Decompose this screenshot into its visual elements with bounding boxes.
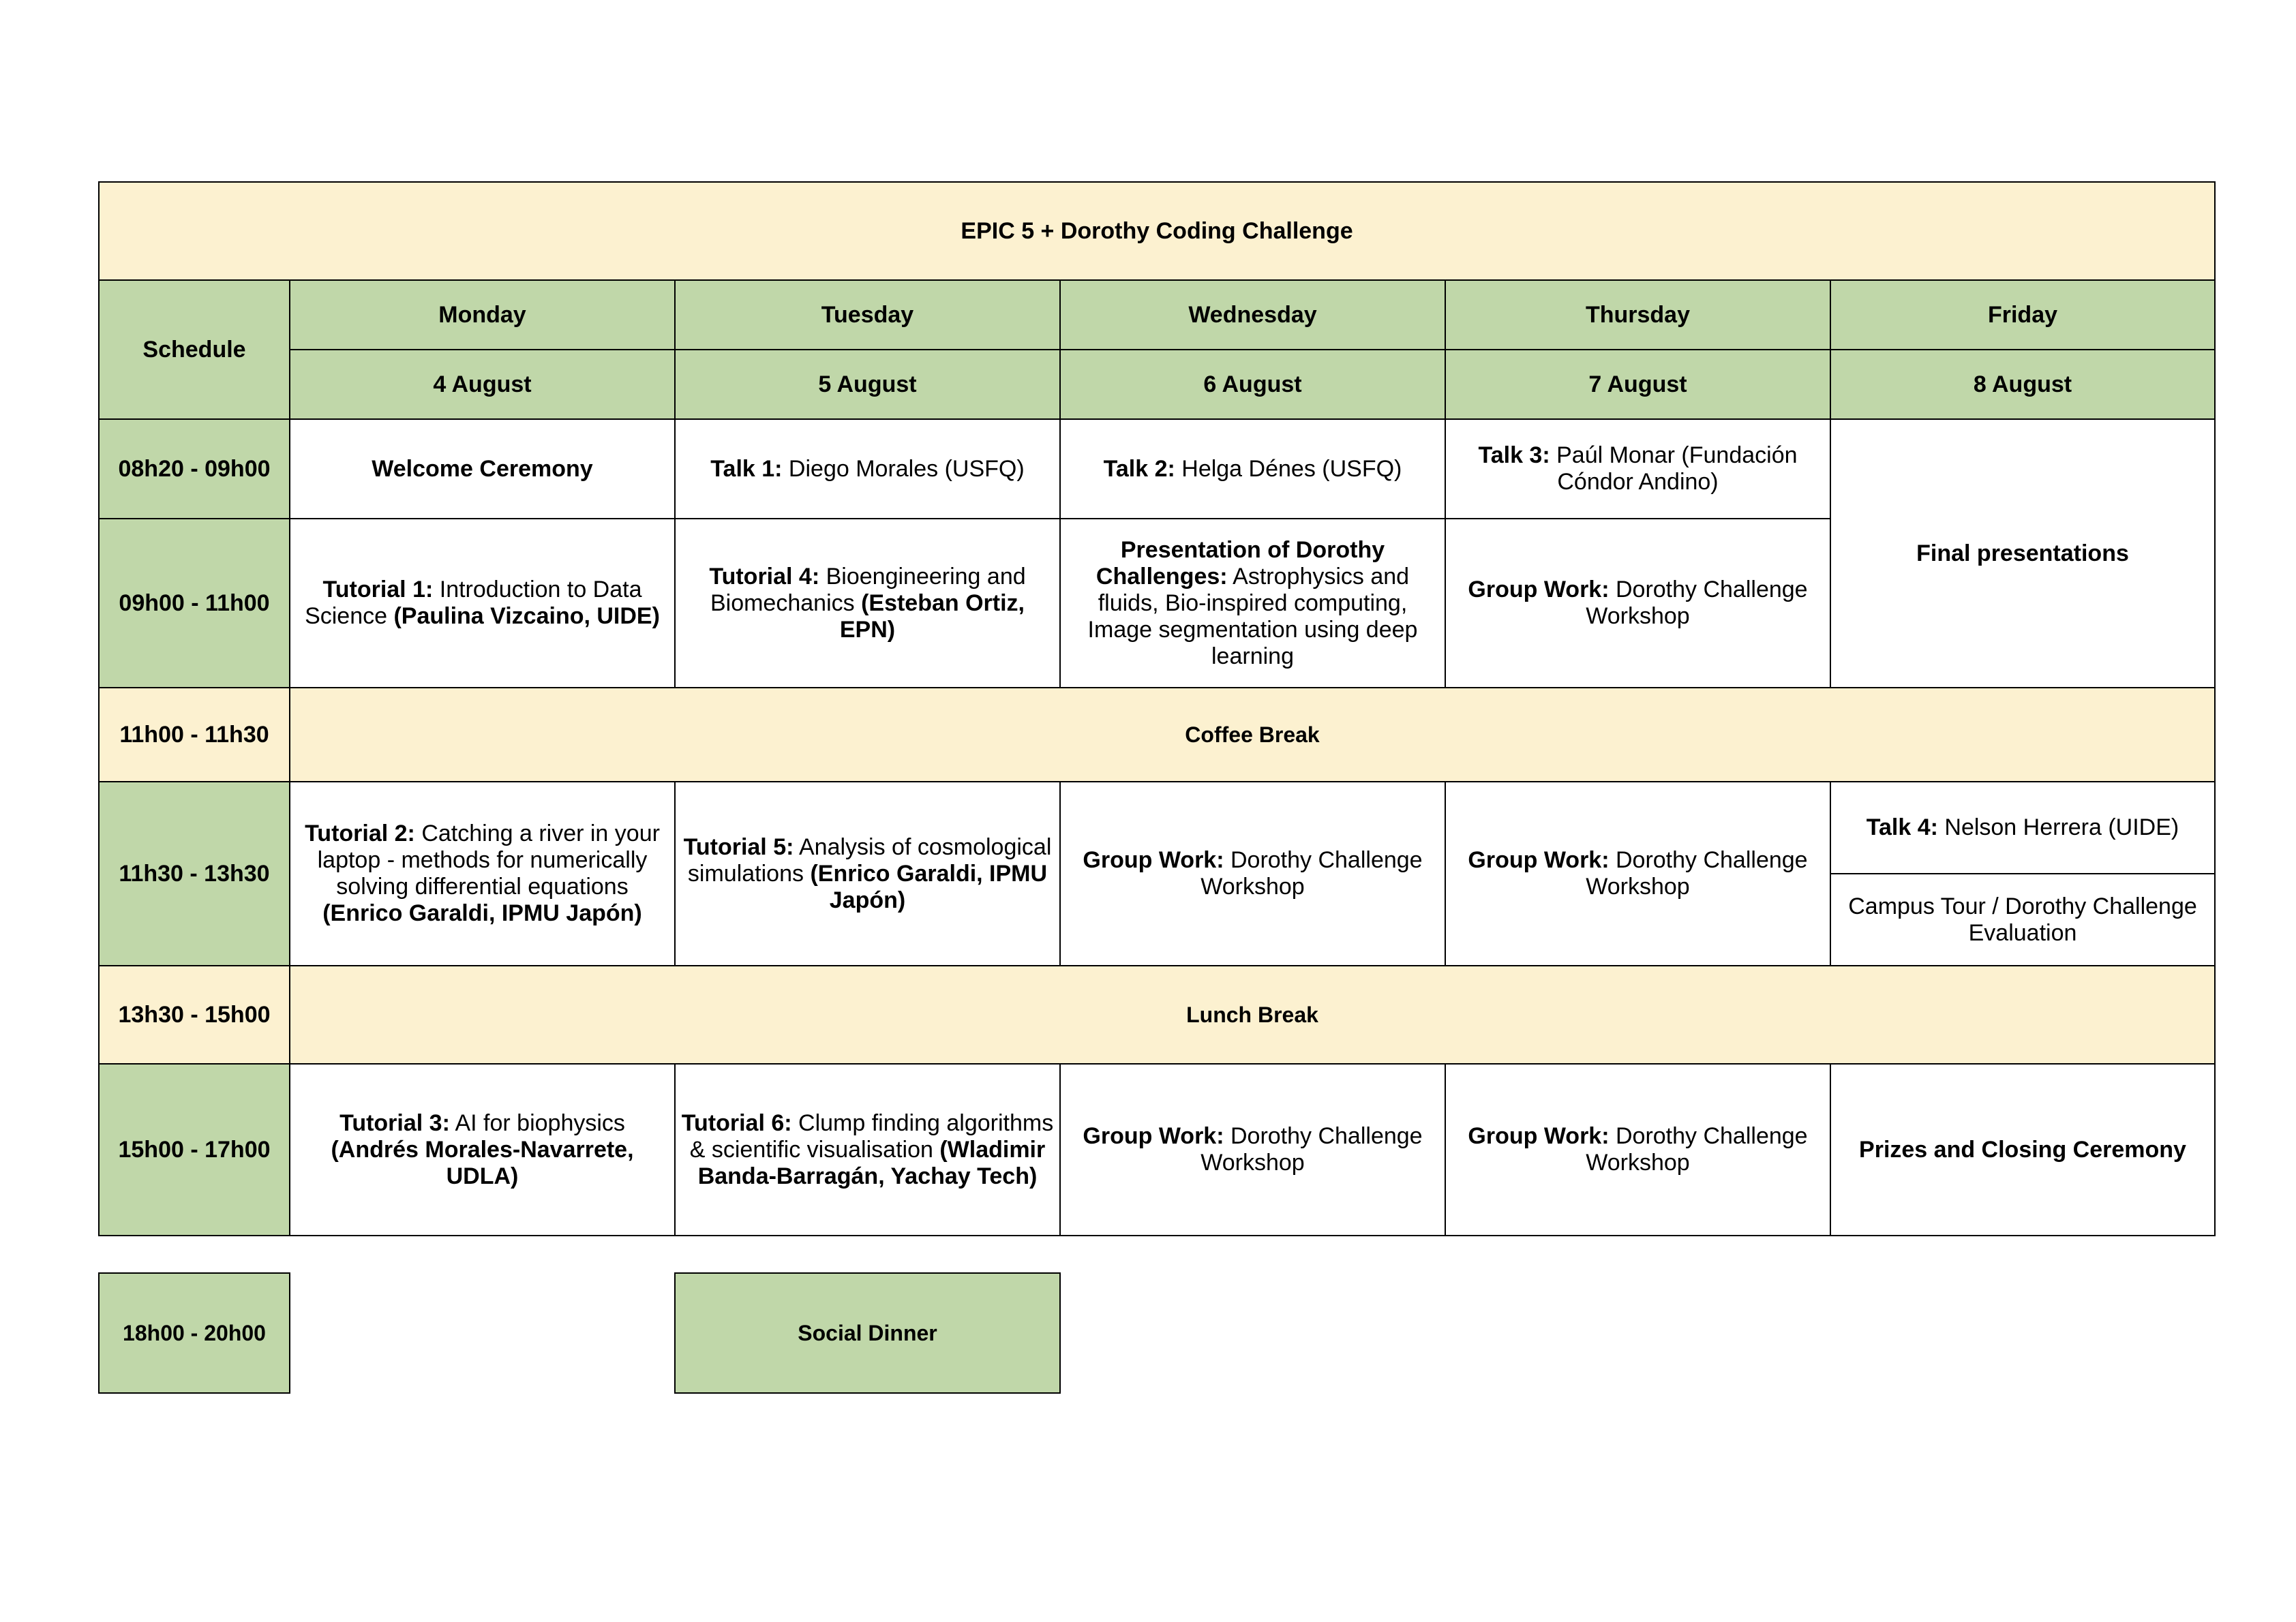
session-tutorial-1: Tutorial 1: Introduction to Data Science (Paulina Vizcaino, UIDE) <box>290 519 675 688</box>
day-thursday: Thursday <box>1445 280 1830 350</box>
time-slot: 09h00 - 11h00 <box>99 519 290 688</box>
session-tutorial-2: Tutorial 2: Catching a river in your laptop - methods for numerically solving differential equations (Enrico Garaldi, IPMU Japón) <box>290 782 675 966</box>
session-talk-4: Talk 4: Nelson Herrera (UIDE) <box>1830 782 2215 874</box>
session-tutorial-5: Tutorial 5: Analysis of cosmological simulations (Enrico Garaldi, IPMU Japón) <box>675 782 1060 966</box>
session-dorothy-presentation: Presentation of Dorothy Challenges: Astrophysics and fluids, Bio-inspired computing, Image segmentation using deep learning <box>1060 519 1445 688</box>
time-slot: 11h30 - 13h30 <box>99 782 290 966</box>
session-prizes-closing: Prizes and Closing Ceremony <box>1830 1064 2215 1236</box>
session-campus-tour: Campus Tour / Dorothy Challenge Evaluation <box>1830 874 2215 966</box>
time-slot: 08h20 - 09h00 <box>99 419 290 519</box>
date-tuesday: 5 August <box>675 350 1060 419</box>
day-tuesday: Tuesday <box>675 280 1060 350</box>
session-group-work: Group Work: Dorothy Challenge Workshop <box>1060 782 1445 966</box>
day-monday: Monday <box>290 280 675 350</box>
date-friday: 8 August <box>1830 350 2215 419</box>
session-group-work: Group Work: Dorothy Challenge Workshop <box>1445 782 1830 966</box>
session-social-dinner: Social Dinner <box>675 1273 1060 1393</box>
time-slot-evening: 18h00 - 20h00 <box>99 1273 290 1393</box>
session-group-work: Group Work: Dorothy Challenge Workshop <box>1445 1064 1830 1236</box>
session-lunch-break: Lunch Break <box>290 966 2215 1064</box>
session-tutorial-4: Tutorial 4: Bioengineering and Biomechanics (Esteban Ortiz, EPN) <box>675 519 1060 688</box>
date-thursday: 7 August <box>1445 350 1830 419</box>
session-final-presentations: Final presentations <box>1830 419 2215 688</box>
session-coffee-break: Coffee Break <box>290 688 2215 782</box>
session-group-work: Group Work: Dorothy Challenge Workshop <box>1060 1064 1445 1236</box>
session-welcome-ceremony: Welcome Ceremony <box>290 419 675 519</box>
time-slot: 11h00 - 11h30 <box>99 688 290 782</box>
session-talk-1: Talk 1: Diego Morales (USFQ) <box>675 419 1060 519</box>
schedule-table <box>98 181 2216 1236</box>
page-title: EPIC 5 + Dorothy Coding Challenge <box>99 182 2215 280</box>
session-group-work: Group Work: Dorothy Challenge Workshop <box>1445 519 1830 688</box>
schedule-header: Schedule <box>99 280 290 419</box>
date-wednesday: 6 August <box>1060 350 1445 419</box>
session-talk-2: Talk 2: Helga Dénes (USFQ) <box>1060 419 1445 519</box>
date-monday: 4 August <box>290 350 675 419</box>
empty-cell <box>290 1273 675 1393</box>
time-slot: 15h00 - 17h00 <box>99 1064 290 1236</box>
time-slot: 13h30 - 15h00 <box>99 966 290 1064</box>
day-friday: Friday <box>1830 280 2215 350</box>
day-wednesday: Wednesday <box>1060 280 1445 350</box>
session-tutorial-6: Tutorial 6: Clump finding algorithms & scientific visualisation (Wladimir Banda-Barragán, Yachay Tech) <box>675 1064 1060 1236</box>
evening-row <box>98 1272 1061 1394</box>
session-tutorial-3: Tutorial 3: AI for biophysics (Andrés Morales-Navarrete, UDLA) <box>290 1064 675 1236</box>
session-talk-3: Talk 3: Paúl Monar (Fundación Cóndor Andino) <box>1445 419 1830 519</box>
